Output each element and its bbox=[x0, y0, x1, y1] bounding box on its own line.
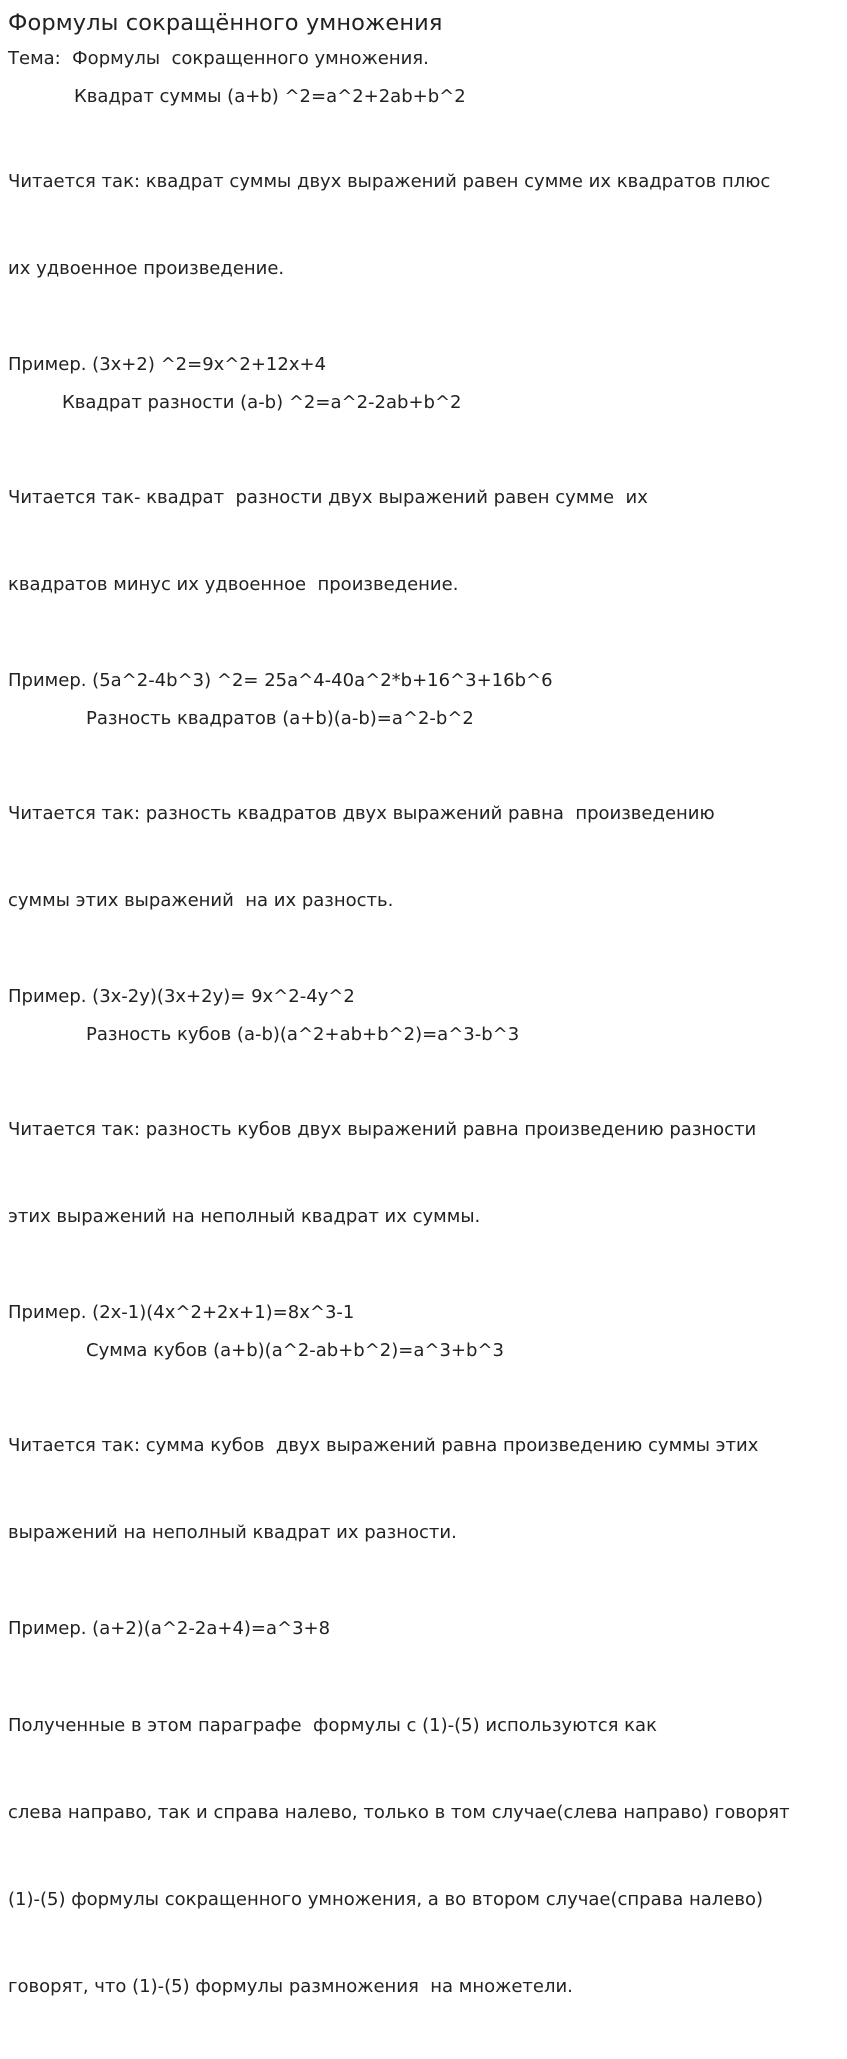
formula-sum-of-cubes: Сумма кубов (a+b)(a^2-ab+b^2)=a^3+b^3 bbox=[86, 1340, 504, 1361]
reading-line: Читается так: сумма кубов двух выражений равна произведению суммы этих bbox=[8, 1435, 759, 1456]
conclusion-line: (1)-(5) формулы сокращенного умножения, а во втором случае(справа налево) bbox=[8, 1889, 764, 1910]
topic-line: Тема: Формулы сокращенного умножения. bbox=[8, 48, 429, 69]
reading-line: выражений на неполный квадрат их разности. bbox=[8, 1522, 457, 1543]
reading-line: их удвоенное произведение. bbox=[8, 258, 285, 279]
reading-line: Читается так- квадрат разности двух выражений равен сумме их bbox=[8, 487, 648, 508]
conclusion-paragraph bbox=[8, 1653, 839, 2059]
reading-sum-of-cubes bbox=[8, 1373, 839, 1605]
reading-line: суммы этих выражений на их разность. bbox=[8, 890, 394, 911]
example-square-of-difference: Пример. (5a^2-4b^3) ^2= 25a^4-40a^2*b+16^3+16b^6 bbox=[8, 670, 553, 691]
reading-line: Читается так: разность квадратов двух выражений равна произведению bbox=[8, 803, 715, 824]
page-title: Формулы сокращённого умножения bbox=[8, 10, 443, 36]
formula-difference-of-squares: Разность квадратов (a+b)(a-b)=a^2-b^2 bbox=[86, 708, 474, 729]
conclusion-line: Полученные в этом параграфе формулы с (1)-(5) используются как bbox=[8, 1715, 657, 1736]
reading-line: Читается так: разность кубов двух выражений равна произведению разности bbox=[8, 1119, 757, 1140]
reading-difference-of-cubes bbox=[8, 1057, 839, 1289]
example-square-of-sum: Пример. (3х+2) ^2=9х^2+12х+4 bbox=[8, 354, 327, 375]
conclusion-line: говорят, что (1)-(5) формулы размножения на множетели. bbox=[8, 1976, 573, 1997]
example-difference-of-squares: Пример. (3x-2y)(3x+2y)= 9x^2-4y^2 bbox=[8, 986, 355, 1007]
formula-square-of-difference: Квадрат разности (a-b) ^2=a^2-2ab+b^2 bbox=[62, 392, 462, 413]
reading-line: этих выражений на неполный квадрат их суммы. bbox=[8, 1206, 481, 1227]
reading-line: квадратов минус их удвоенное произведение. bbox=[8, 574, 459, 595]
formula-square-of-sum: Квадрат суммы (a+b) ^2=a^2+2ab+b^2 bbox=[74, 86, 466, 107]
formula-difference-of-cubes: Разность кубов (a-b)(a^2+ab+b^2)=a^3-b^3 bbox=[86, 1024, 520, 1045]
reading-square-of-sum bbox=[8, 109, 839, 341]
example-sum-of-cubes: Пример. (a+2)(a^2-2a+4)=a^3+8 bbox=[8, 1618, 331, 1639]
reading-line: Читается так: квадрат суммы двух выражений равен сумме их квадратов плюс bbox=[8, 171, 771, 192]
example-difference-of-cubes: Пример. (2x-1)(4x^2+2x+1)=8x^3-1 bbox=[8, 1302, 355, 1323]
conclusion-line: слева направо, так и справа налево, только в том случае(слева направо) говорят bbox=[8, 1802, 790, 1823]
reading-difference-of-squares bbox=[8, 741, 839, 973]
reading-square-of-difference bbox=[8, 425, 839, 657]
